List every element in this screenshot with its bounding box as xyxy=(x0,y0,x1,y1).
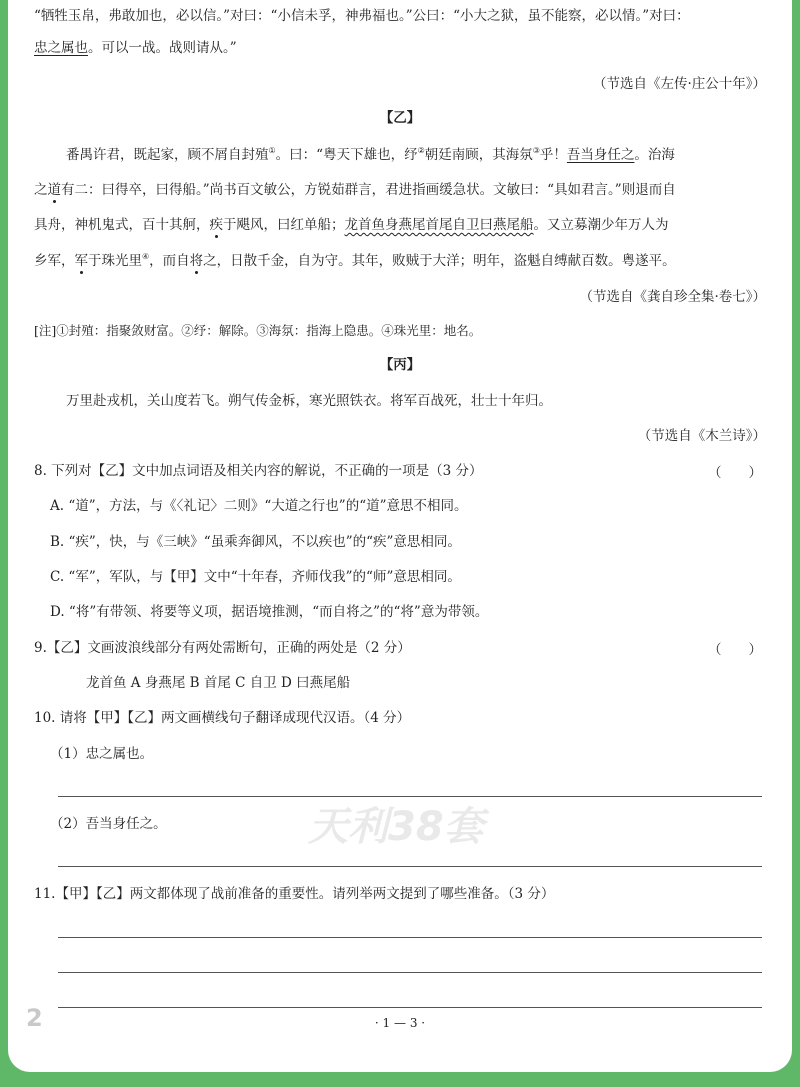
jia-underlined-sentence: 忠之属也 xyxy=(34,40,88,56)
q8-option-a: A. “道”，方法，与《〈礼记〉二则》“大道之行也”的“道”意思不相同。 xyxy=(50,498,468,514)
yi-underlined-sentence: 吾当身任之 xyxy=(566,147,635,163)
q8-option-b: B. “疾”，快，与《三峡》“虽乘奔御风，不以疾也”的“疾”意思相同。 xyxy=(50,534,461,550)
dotted-word-jun: 军 xyxy=(74,253,88,269)
exam-page xyxy=(8,0,792,1072)
q11-answer-line-2[interactable] xyxy=(58,972,762,973)
yi-notes: [注]①封殖：指聚敛财富。②纾：解除。③海氛：指海上隐患。④珠光里：地名。 xyxy=(34,323,482,338)
jia-text-line1: “牺牲玉帛，弗敢加也，必以信。”对曰：“小信未孚，神弗福也。”公曰：“小大之狱，虽不能察，必以情。”对曰： xyxy=(34,8,690,24)
q9-options: 龙首鱼 A 身燕尾 B 首尾 C 自卫 D 曰燕尾船 xyxy=(86,675,351,691)
q8-option-d: D. “将”有带领、将要等义项，据语境推测，“而自将之”的“将”意为带领。 xyxy=(50,604,489,620)
q8-stem: 8. 下列对【乙】文中加点词语及相关内容的解说，不正确的一项是（3 分） xyxy=(34,463,483,479)
yi-text-line4: 乡军，军于珠光里④，而自将之，日散千金，自为守。其年，败贼于大洋；明年，盗魁自缚献百数。粤遂平。 xyxy=(34,252,676,269)
q8-answer-bracket[interactable]: （ ） xyxy=(708,465,762,481)
svg-text:天利38套: 天利38套 xyxy=(308,804,484,850)
watermark-logo xyxy=(308,790,518,860)
yi-wavy-sentence: 龙首鱼身燕尾首尾自卫曰燕尾船 xyxy=(344,217,534,233)
q11-answer-line-1[interactable] xyxy=(58,937,762,938)
q11-stem: 11.【甲】【乙】两文都体现了战前准备的重要性。请列举两文提到了哪些准备。（3 分） xyxy=(34,886,555,902)
q9-answer-bracket[interactable]: （ ） xyxy=(708,642,762,658)
jia-source: （节选自《左传·庄公十年》） xyxy=(592,76,766,92)
yi-source: （节选自《龚自珍全集·卷七》） xyxy=(579,289,766,305)
q10-sentence-1: （1）忠之属也。 xyxy=(50,746,154,762)
bing-source: （节选自《木兰诗》） xyxy=(637,428,766,444)
yi-text-line2: 之道有二：曰得卒，曰得船。”尚书百文敏公，方锐茹群言，君进指画缓急状。文敏曰：“具如君言。”则退而自 xyxy=(34,182,676,198)
q10-answer-line-2[interactable] xyxy=(58,866,762,867)
q8-option-c: C. “军”，军队，与【甲】文中“十年春，齐师伐我”的“师”意思相同。 xyxy=(50,569,461,585)
jia-text-line2: 忠之属也。可以一战。战则请从。” xyxy=(34,40,237,56)
bing-text: 万里赴戎机，关山度若飞。朔气传金柝，寒光照铁衣。将军百战死，壮士十年归。 xyxy=(66,393,552,409)
dotted-word-jiang: 将 xyxy=(189,253,204,269)
dotted-word-dao: 道 xyxy=(47,182,61,198)
yi-text-line3: 具舟，神机鬼式，百十其舸，疾于飓风，曰红单船；龙首鱼身燕尾首尾自卫曰燕尾船。又立募潮少年万人为 xyxy=(34,217,669,233)
q10-sentence-2: （2）吾当身任之。 xyxy=(50,816,167,832)
dotted-word-ji: 疾 xyxy=(209,217,223,233)
bing-title: 【丙】 xyxy=(379,357,421,373)
corner-page-number: 2 xyxy=(26,1004,43,1032)
q9-stem: 9.【乙】文画波浪线部分有两处需断句，正确的两处是（2 分） xyxy=(34,640,411,656)
page-number: · 1 — 3 · xyxy=(374,1016,426,1030)
yi-text-line1: 番禺许君，既起家，顾不屑自封殖①。曰：“粤天下雄也，纾②朝廷南顾，其海氛③乎！吾当身任之。治海 xyxy=(66,146,675,163)
yi-title: 【乙】 xyxy=(379,110,421,126)
q10-stem: 10. 请将【甲】【乙】两文画横线句子翻译成现代汉语。（4 分） xyxy=(34,710,411,726)
q11-answer-line-3[interactable] xyxy=(58,1007,762,1008)
